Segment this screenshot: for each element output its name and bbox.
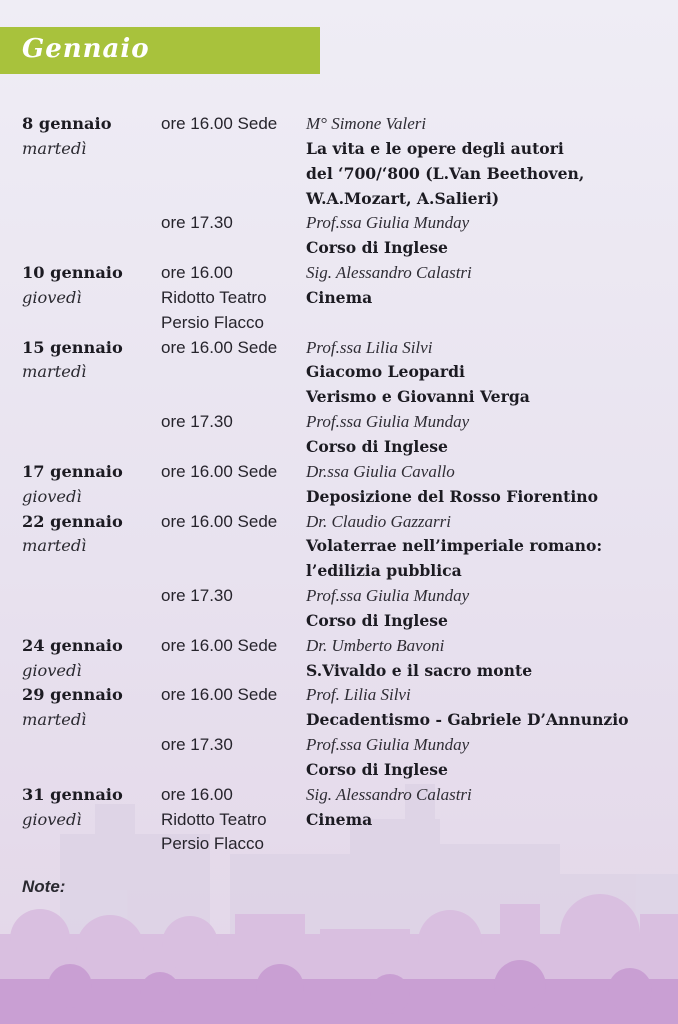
notes-label: Note: (22, 877, 66, 896)
event-time: Persio Flacco (161, 834, 264, 854)
schedule-line (0, 510, 678, 535)
schedule-line (0, 559, 678, 584)
event-time: ore 17.30 (161, 412, 233, 432)
event-date: 31 gennaio (22, 784, 123, 804)
event-topic: La vita e le opere degli autori (306, 138, 564, 158)
event-weekday: martedì (22, 362, 87, 382)
schedule-line (0, 211, 678, 236)
event-date: 29 gennaio (22, 685, 123, 705)
event-time: ore 16.00 Sede (161, 511, 278, 531)
event-date: 22 gennaio (22, 511, 123, 531)
event-speaker: Dr. Umberto Bavoni (306, 635, 445, 655)
event-topic: Corso di Inglese (306, 238, 448, 258)
schedule-line (0, 460, 678, 485)
schedule-line (0, 187, 678, 212)
event-weekday: martedì (22, 710, 87, 730)
event-date: 24 gennaio (22, 635, 123, 655)
event-topic: W.A.Mozart, A.Salieri) (306, 188, 500, 208)
event-speaker: Dr.ssa Giulia Cavallo (306, 461, 455, 481)
event-weekday: giovedì (22, 486, 82, 506)
event-speaker: Sig. Alessandro Calastri (306, 263, 472, 283)
schedule-line (0, 385, 678, 410)
event-topic: Verismo e Giovanni Verga (306, 387, 530, 407)
event-weekday: martedì (22, 536, 87, 556)
event-weekday: giovedì (22, 287, 82, 307)
event-time: ore 16.00 Sede (161, 461, 278, 481)
event-time: Ridotto Teatro (161, 809, 267, 829)
event-date: 10 gennaio (22, 263, 123, 283)
event-topic: Decadentismo - Gabriele D’Annunzio (306, 710, 629, 730)
event-speaker: Prof.ssa Giulia Munday (306, 412, 470, 432)
schedule-line (0, 832, 678, 857)
event-topic: S.Vivaldo e il sacro monte (306, 660, 533, 680)
schedule-line (0, 783, 678, 808)
event-time: Ridotto Teatro (161, 287, 267, 307)
schedule-line (0, 286, 678, 311)
schedule-line (0, 261, 678, 286)
event-topic: l’edilizia pubblica (306, 561, 462, 581)
schedule-line (0, 236, 678, 261)
event-time: ore 17.30 (161, 735, 233, 755)
event-speaker: Sig. Alessandro Calastri (306, 784, 472, 804)
event-date: 15 gennaio (22, 337, 123, 357)
schedule-line (0, 659, 678, 684)
event-weekday: giovedì (22, 809, 82, 829)
event-time: ore 16.00 Sede (161, 337, 278, 357)
event-time: Persio Flacco (161, 312, 264, 332)
event-topic: del ‘700/‘800 (L.Van Beethoven, (306, 163, 585, 183)
event-date: 8 gennaio (22, 114, 112, 133)
event-topic: Corso di Inglese (306, 436, 448, 456)
event-topic: Giacomo Leopardi (306, 362, 465, 382)
event-weekday: martedì (22, 138, 87, 158)
event-time: ore 16.00 (161, 784, 233, 804)
schedule-line (0, 336, 678, 361)
schedule-list (0, 112, 678, 857)
schedule-line (0, 162, 678, 187)
event-speaker: Prof.ssa Giulia Munday (306, 213, 470, 233)
month-title: Gennaio (22, 34, 150, 64)
event-speaker: M° Simone Valeri (306, 114, 427, 133)
schedule-line (0, 311, 678, 336)
schedule-line (0, 410, 678, 435)
event-topic: Corso di Inglese (306, 610, 448, 630)
event-topic: Cinema (306, 287, 373, 307)
event-topic: Corso di Inglese (306, 759, 448, 779)
schedule-line (0, 584, 678, 609)
event-speaker: Prof.ssa Giulia Munday (306, 586, 470, 606)
event-time: ore 16.00 Sede (161, 685, 278, 705)
event-time: ore 16.00 Sede (161, 635, 278, 655)
event-weekday: giovedì (22, 660, 82, 680)
event-topic: Volaterrae nell’imperiale romano: (306, 536, 603, 556)
event-topic: Deposizione del Rosso Fiorentino (306, 486, 598, 506)
schedule-line (0, 808, 678, 833)
schedule-line (0, 733, 678, 758)
event-speaker: Prof.ssa Giulia Munday (306, 735, 470, 755)
event-date: 17 gennaio (22, 461, 123, 481)
schedule-line (0, 683, 678, 708)
schedule-line (0, 534, 678, 559)
schedule-line (0, 634, 678, 659)
event-time: ore 16.00 Sede (161, 114, 278, 133)
event-speaker: Prof. Lilia Silvi (306, 685, 411, 705)
event-speaker: Prof.ssa Lilia Silvi (306, 337, 433, 357)
schedule-line (0, 137, 678, 162)
event-time: ore 17.30 (161, 213, 233, 233)
event-topic: Cinema (306, 809, 373, 829)
schedule-line (0, 758, 678, 783)
event-time: ore 16.00 (161, 263, 233, 283)
schedule-line (0, 112, 678, 137)
event-time: ore 17.30 (161, 586, 233, 606)
schedule-line (0, 485, 678, 510)
schedule-line (0, 609, 678, 634)
schedule-line (0, 708, 678, 733)
schedule-line (0, 435, 678, 460)
schedule-line (0, 360, 678, 385)
event-speaker: Dr. Claudio Gazzarri (306, 511, 452, 531)
